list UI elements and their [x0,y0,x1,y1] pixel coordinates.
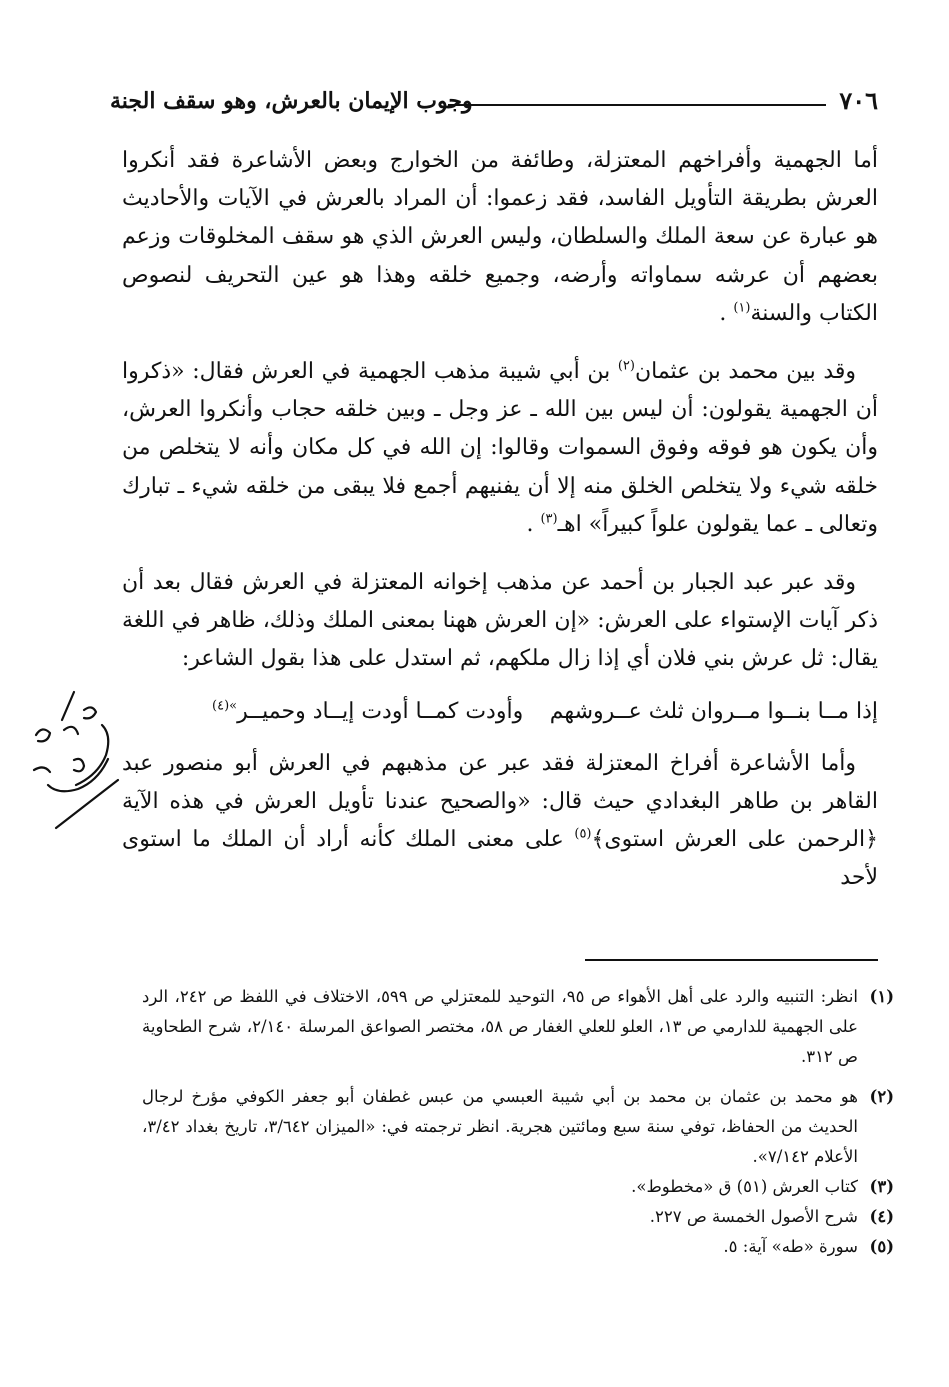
running-header [110,86,878,126]
footnote-number: (٥) [869,1237,894,1256]
footnote-text: انظر: التنبيه والرد على أهل الأهواء ص ٩٥، التوحيد للمعتزلي ص ٥٩٩، الاختلاف في اللفظ ص ٢٤٢، الرد على الجهمية للدارمي ص ١٣، العلو للعلي الغفار ص ٥٨، مختصر الصواعق المرسلة ٢/١٤٠، شرح الطحاوية ص ٣١٢. [142,987,859,1066]
handwritten-margin-note [14,680,124,830]
running-title: وجوب الإيمان بالعرش، وهو سقف الجنة [110,88,473,114]
footnote-ref-4: »(٤) [212,698,238,714]
footnote-ref-1: (١) [733,300,751,316]
paragraph-2 [122,353,878,544]
footnote-text: كتاب العرش (٥١) ق «مخطوط». [631,1177,858,1196]
footnote-ref-3: (٣) [540,511,558,527]
paragraph-4-text-b: على معنى الملك كأنه أراد أن الملك ما استوى لأحد [122,827,878,891]
footnote-1 [142,982,894,1072]
footnote-4 [142,1202,894,1232]
poetry-verse [122,693,878,731]
footnotes [142,982,894,1262]
footnote-2 [142,1082,894,1172]
verse-second-hemistich [212,693,523,731]
footnote-3 [142,1172,894,1202]
footnote-number: (٢) [869,1087,894,1106]
paragraph-2-text-b: بن أبي شيبة مذهب الجهمية في العرش فقال: «ذكروا أن الجهمية يقولون: أن ليس بين الله ـ عز وجل ـ وبين خلقه حجاب وأنكروا العرش، وأن يكون هو فوقه وفوق السموات وقالوا: إن الله في كل مكان وأنه لا يتخلص من خلقه شيء ولا يتخلص الخلق منه إلا أن يفنيهم أجمع فلا يبقى من خلقه شيء ـ تبارك وتعالى ـ عما يقولون علواً كبيراً» اهـ [122,359,878,537]
paragraph-2-text-a: وقد بين محمد بن عثمان [634,359,857,385]
footnote-text: سورة «طه» آية: ٥. [723,1237,858,1256]
page-number: ٧٠٦ [839,86,878,115]
paragraph-3-text: وقد عبر عبد الجبار بن أحمد عن مذهب إخوانه المعتزلة في العرش فقال بعد أن ذكر آيات الإستواء على العرش: «إن العرش ههنا بمعنى الملك وذلك، ظاهر في اللغة يقال: ثل عرش بني فلان أي إذا زال ملكهم، ثم استدل على هذا بقول الشاعر: [122,570,878,672]
footnote-ref-5: (٥) [574,826,592,842]
paragraph-4 [122,745,878,898]
footnote-number: (٣) [869,1177,894,1196]
paragraph-1-end: . [719,300,727,326]
main-text [122,142,878,897]
paragraph-gap [122,544,878,564]
paragraph-4-text-a: وأما الأشاعرة أفراخ المعتزلة فقد عبر عن مذهبهم في العرش أبو منصور عبد القاهر بن طاهر البغدادي حيث قال: «والصحيح عندنا تأويل العرش في هذه الآية ﴿الرحمن على العرش استوى﴾ [122,750,878,853]
verse-first-hemistich: إذا مــا بنــوا مــروان ثلث عــروشهم [549,698,878,724]
paragraph-gap [122,333,878,353]
paragraph-2-end: . [526,511,534,537]
footnote-number: (١) [869,987,894,1006]
paragraph-1-text: أما الجهمية وأفراخهم المعتزلة، وطائفة من الخوارج وبعض الأشاعرة فقد أنكروا العرش بطريقة التأويل الفاسد، فقد زعموا: أن المراد بالعرش في الآيات والأحاديث هو عبارة عن سعة الملك والسلطان، وليس العرش الذي هو سقف المخلوقات وزعم بعضهم أن عرشه سماواته وأرضه، وجميع خلقه وهذا هو عين التحريف لنصوص الكتاب والسنة [122,148,879,326]
paragraph-1 [122,142,878,333]
paragraph-3 [122,564,878,679]
footnote-separator [585,959,878,961]
verse-second-text: وأودت كمــا أودت إيــاد وحميــر [237,698,524,724]
footnote-number: (٤) [869,1207,894,1226]
footnote-text: هو محمد بن عثمان بن محمد بن أبي شيبة العبسي من عبس غطفان أبو جعفر الكوفي مؤرخ لرجال الحديث من الحفاظ، توفي سنة سبع ومائتين هجرية. انظر ترجمته في: «الميزان ٣/٦٤٢، تاريخ بغداد ٣/٤٢، الأعلام ٧/١٤٢». [142,1087,858,1166]
header-rule [448,104,826,106]
footnote-5 [142,1232,894,1262]
footnote-ref-2: (٢) [617,358,635,374]
footnote-text: شرح الأصول الخمسة ص ٢٢٧. [649,1207,858,1226]
